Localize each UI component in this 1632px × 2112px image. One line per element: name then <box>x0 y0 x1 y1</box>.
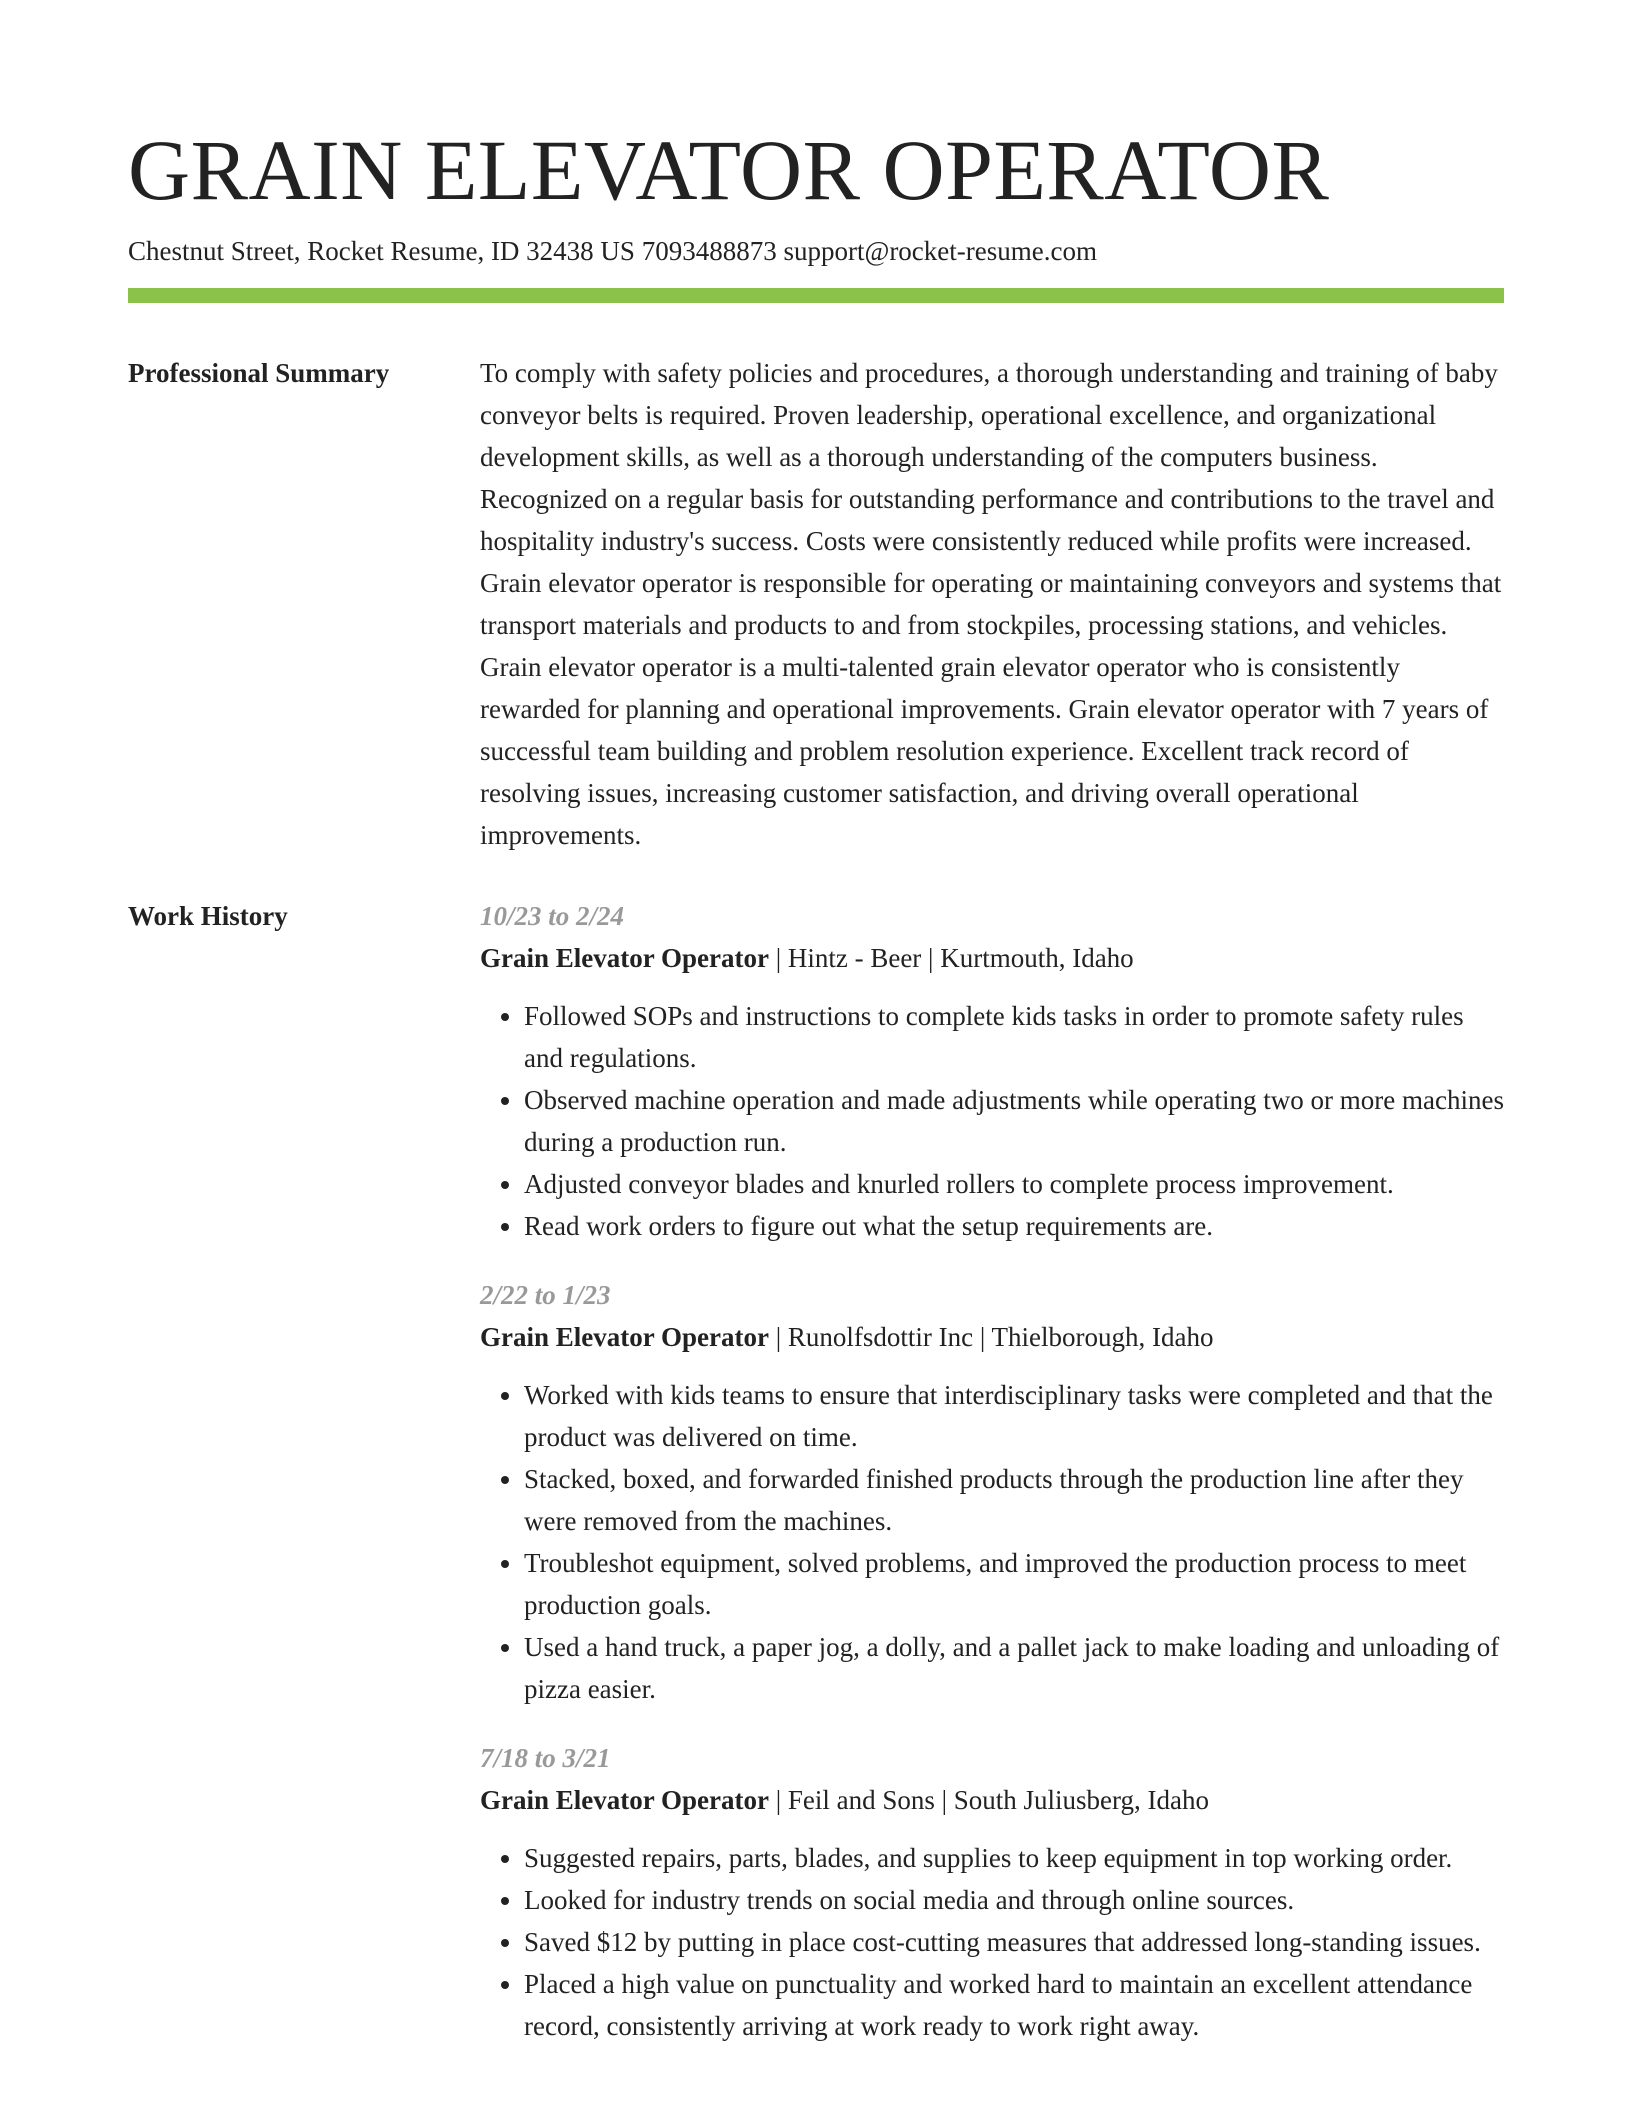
job-bullets <box>480 1374 1504 1710</box>
job-dates: 2/22 to 1/23 <box>480 1280 611 1310</box>
job-bullet: • Followed SOPs and instructions to complete kids tasks in order to promote safety rules and regulations. <box>524 995 1504 1079</box>
job-dates: 7/18 to 3/21 <box>480 1743 611 1773</box>
job-details: | Runolfsdottir Inc | Thielborough, Idaho <box>768 1322 1214 1352</box>
job-title: Grain Elevator Operator <box>480 1785 769 1815</box>
job-bullets <box>480 995 1504 1247</box>
job-bullet: • Stacked, boxed, and forwarded finished products through the production line after they were removed from the machines. <box>524 1458 1504 1542</box>
job-dates: 10/23 to 2/24 <box>480 901 625 931</box>
job-entry <box>480 895 1504 1247</box>
job-heading <box>480 1779 1504 1821</box>
work-history-section <box>128 898 1504 2077</box>
header-divider <box>128 288 1504 303</box>
job-title: Grain Elevator Operator <box>480 943 769 973</box>
contact-line: Chestnut Street, Rocket Resume, ID 32438 US 7093488873 support@rocket-resume.com <box>128 236 1097 266</box>
summary-body <box>480 355 1504 856</box>
job-heading <box>480 937 1504 979</box>
job-bullet: • Read work orders to figure out what the setup requirements are. <box>524 1205 1504 1247</box>
job-heading <box>480 1316 1504 1358</box>
job-bullet: • Worked with kids teams to ensure that interdisciplinary tasks were completed and that the product was delivered on time. <box>524 1374 1504 1458</box>
job-bullet: • Used a hand truck, a paper jog, a dolly, and a pallet jack to make loading and unloading of pizza easier. <box>524 1626 1504 1710</box>
job-entry <box>480 1737 1504 2047</box>
work-history-body <box>480 898 1504 2077</box>
professional-summary-section <box>128 355 1504 856</box>
job-bullet: • Suggested repairs, parts, blades, and supplies to keep equipment in top working order. <box>524 1837 1504 1879</box>
section-label-work: Work History <box>128 901 288 931</box>
job-entry <box>480 1274 1504 1710</box>
summary-text: To comply with safety policies and procedures, a thorough understanding and training of baby conveyor belts is required. Proven leadership, operational excellence, and organizational development skills, as well as a thorough understanding of the computers business. Recognized on a regular basis for outstanding performance and contributions to the travel and hospitality industry's success. Costs were consistently reduced while profits were increased. Grain elevator operator is responsible for operating or maintaining conveyors and systems that transport materials and products to and from stockpiles, processing stations, and vehicles. Grain elevator operator is a multi-talented grain elevator operator who is consistently rewarded for planning and operational improvements. Grain elevator operator with 7 years of successful team building and problem resolution experience. Excellent track record of resolving issues, increasing customer satisfaction, and driving overall operational improvements. <box>480 358 1502 850</box>
job-bullet: • Saved $12 by putting in place cost-cutting measures that addressed long-standing issues. <box>524 1921 1504 1963</box>
resume-title: GRAIN ELEVATOR OPERATOR <box>128 122 1330 218</box>
job-bullet: • Observed machine operation and made adjustments while operating two or more machines during a production run. <box>524 1079 1504 1163</box>
job-bullet: • Troubleshot equipment, solved problems, and improved the production process to meet production goals. <box>524 1542 1504 1626</box>
job-details: | Hintz - Beer | Kurtmouth, Idaho <box>768 943 1134 973</box>
job-title: Grain Elevator Operator <box>480 1322 769 1352</box>
job-bullet: • Placed a high value on punctuality and worked hard to maintain an excellent attendance record, consistently arriving at work ready to work right away. <box>524 1963 1504 2047</box>
section-label-summary: Professional Summary <box>128 358 390 388</box>
resume-page <box>128 0 1504 2077</box>
job-details: | Feil and Sons | South Juliusberg, Idaho <box>768 1785 1210 1815</box>
job-bullet: • Looked for industry trends on social media and through online sources. <box>524 1879 1504 1921</box>
job-bullets <box>480 1837 1504 2047</box>
job-bullet: • Adjusted conveyor blades and knurled rollers to complete process improvement. <box>524 1163 1504 1205</box>
